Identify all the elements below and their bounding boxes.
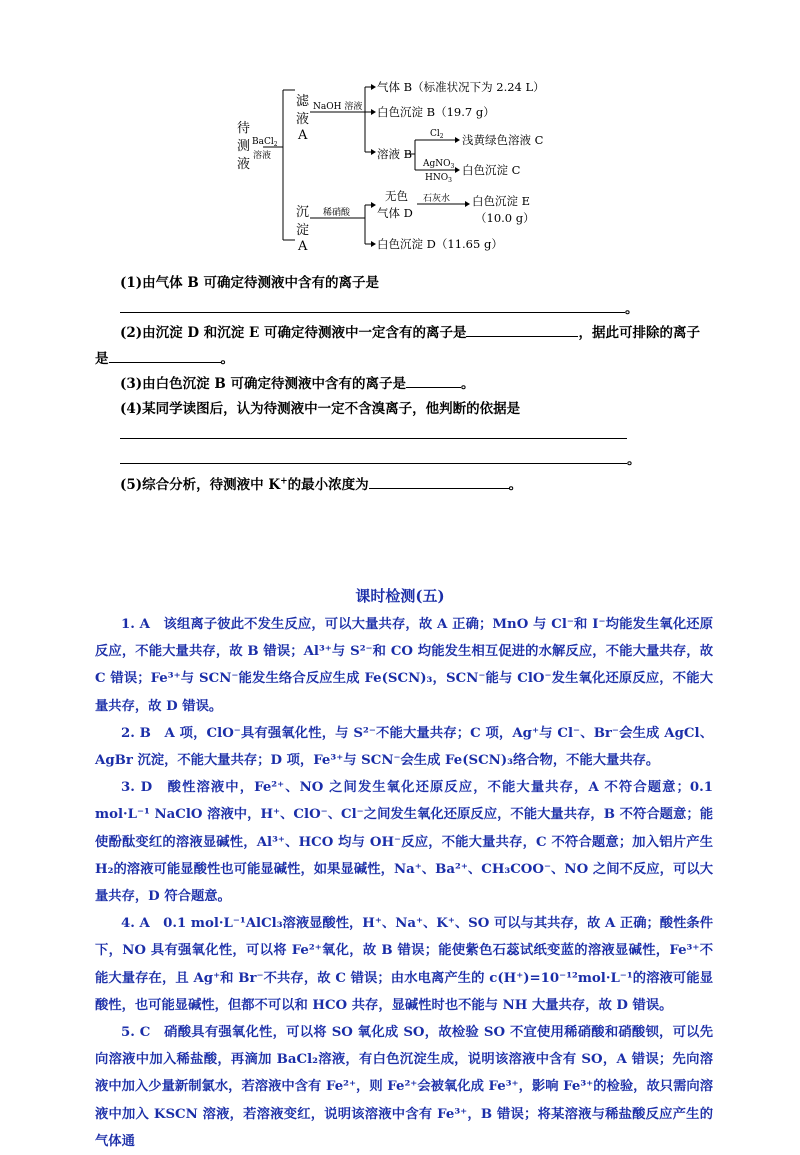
flow-diagram xyxy=(225,72,565,262)
question-4-answer-line-2: 。 xyxy=(120,449,641,470)
gas-d-label: 气体 D xyxy=(377,206,413,220)
answer-blank[interactable] xyxy=(120,424,627,439)
answer-5: 5. C 硝酸具有强氧化性，可以将 SO 氧化成 SO，故检验 SO 不宜使用稀硝酸和硝酸钡，可以先向溶液中加入稀盐酸，再滴加 BaCl₂溶液，有白色沉淀生成，说明该溶液中含有 SO，A 错误；先向溶液中加入少量新制氯水，若溶液中含有 Fe²⁺，则 Fe²⁺会被氧化成 Fe³⁺，影响 Fe³⁺的检验，故只需向溶液中加入 KSCN 溶液，若溶液变红，说明该溶液中含有 Fe³⁺，B 错误；将某溶液与稀盐酸反应产生的气体通 xyxy=(95,1025,713,1149)
filtrate-char-1: 滤 xyxy=(296,94,310,109)
answers-body xyxy=(95,611,713,1155)
answer-blank[interactable] xyxy=(406,373,461,388)
question-5: (5)综合分析，待测液中 K+的最小浓度为 。 xyxy=(120,474,522,495)
question-1-answer-line: 。 xyxy=(120,298,639,319)
reagent-limewater: 石灰水 xyxy=(423,194,451,204)
solution-b-label: 溶液 B xyxy=(377,147,413,161)
filtrate-char-2: 液 xyxy=(296,112,310,127)
pale-solution-c-label: 浅黄绿色溶液 C xyxy=(462,133,544,147)
start-char-3: 液 xyxy=(237,157,251,172)
answer-4: 4. A 0.1 mol·L⁻¹AlCl₃溶液显酸性，H⁺、Na⁺、K⁺、SO 可以与其共存，故 A 正确；酸性条件下，NO 具有强氧化性，可以将 Fe²⁺氧化，故 B 错误；能使紫色石蕊试纸变蓝的溶液显碱性，Fe³⁺不能大量存在，且 Ag⁺和 Br⁻不共存，故 C 错误；由水电离产生的 c(H⁺)=10⁻¹²mol·L⁻¹的溶液可能显酸性，也可能显碱性，但都不可以和 HCO 共存，显碱性时也不能与 NH 大量共存，故 D 错误。 xyxy=(95,916,713,1013)
answer-blank[interactable] xyxy=(109,348,221,363)
question-2-cont: 是 。 xyxy=(95,348,234,369)
reagent-agno3: AgNO$_3$ xyxy=(423,159,455,170)
flow-diagram-svg xyxy=(225,72,565,262)
question-3: (3)由白色沉淀 B 可确定待测液中含有的离子是 。 xyxy=(120,373,474,394)
reagent-bacl2-solution: 溶液 xyxy=(253,151,272,161)
precip-char-2: 淀 xyxy=(296,223,310,238)
answer-blank[interactable] xyxy=(120,449,627,464)
answer-3: 3. D 酸性溶液中，Fe²⁺、NO 之间发生氧化还原反应，不能大量共存，A 不符合题意；0.1 mol·L⁻¹ NaClO 溶液中，H⁺、ClO⁻、Cl⁻之间发生氧化还原反应，不能大量共存，B 不符合题意；能使酚酞变红的溶液显碱性，Al³⁺、HCO 均与 OH⁻反应，不能大量共存，C 不符合题意；加入铝片产生 H₂的溶液可能显酸性也可能显碱性，如果显碱性，Na⁺、Ba²⁺、CH₃COO⁻、NO 之间不反应，可以大量共存，D 符合题意。 xyxy=(95,780,713,905)
answers-title: 课时检测(五) xyxy=(355,587,445,605)
filtrate-char-3: A xyxy=(298,128,308,143)
question-4: (4)某同学读图后，认为待测液中一定不含溴离子，他判断的依据是 xyxy=(120,401,521,417)
reagent-hno3: $HNO_3$ xyxy=(425,173,452,184)
gas-b-label: 气体 B（标准状况下为 2.24 L） xyxy=(377,80,545,94)
white-precip-d-label: 白色沉淀 D（11.65 g） xyxy=(377,237,503,251)
answer-2: 2. B A 项，ClO⁻具有强氧化性，与 S²⁻不能大量共存；C 项，Ag⁺与 Cl⁻、Br⁻会生成 AgCl、AgBr 沉淀，不能大量共存；D 项，Fe³⁺与 SCN⁻会生成 Fe(SCN)₃络合物，不能大量共存。 xyxy=(95,725,713,769)
reagent-bacl2: BaCl$_2$ xyxy=(252,137,278,148)
question-4-answer-line-1 xyxy=(120,424,627,445)
start-char-2: 测 xyxy=(237,139,251,154)
reagent-cl2: $Cl_2$ xyxy=(430,129,444,140)
reagent-dilute-hno3: 稀硝酸 xyxy=(323,208,351,218)
question-2: (2)由沉淀 D 和沉淀 E 可确定待测液中一定含有的离子是 ，据此可排除的离子 xyxy=(120,322,700,343)
start-char-1: 待 xyxy=(237,121,251,136)
question-1: (1)由气体 B 可确定待测液中含有的离子是 xyxy=(120,275,379,291)
white-precip-e-label: 白色沉淀 E xyxy=(472,194,531,208)
answer-blank[interactable] xyxy=(369,474,509,489)
white-precip-e-mass: （10.0 g） xyxy=(475,211,535,225)
precip-char-3: A xyxy=(298,239,308,254)
white-precip-c-label: 白色沉淀 C xyxy=(462,163,521,177)
white-precip-b-label: 白色沉淀 B（19.7 g） xyxy=(377,105,495,119)
answer-1: 1. A 该组离子彼此不发生反应，可以大量共存，故 A 正确；MnO 与 Cl⁻和 I⁻均能发生氧化还原反应，不能大量共存，故 B 错误；Al³⁺与 S²⁻和 CO 均能发生相互促进的水解反应，不能大量共存，故 C 错误；Fe³⁺与 SCN⁻能发生络合反应生成 Fe(SCN)₃，SCN⁻能与 ClO⁻发生氧化还原反应，不能大量共存，故 D 错误。 xyxy=(95,617,713,714)
answer-blank[interactable] xyxy=(466,322,578,337)
answer-blank[interactable] xyxy=(120,298,625,313)
colorless-label: 无色 xyxy=(385,189,408,203)
reagent-naoh: NaOH 溶液 xyxy=(313,102,363,112)
precip-char-1: 沉 xyxy=(296,205,310,220)
